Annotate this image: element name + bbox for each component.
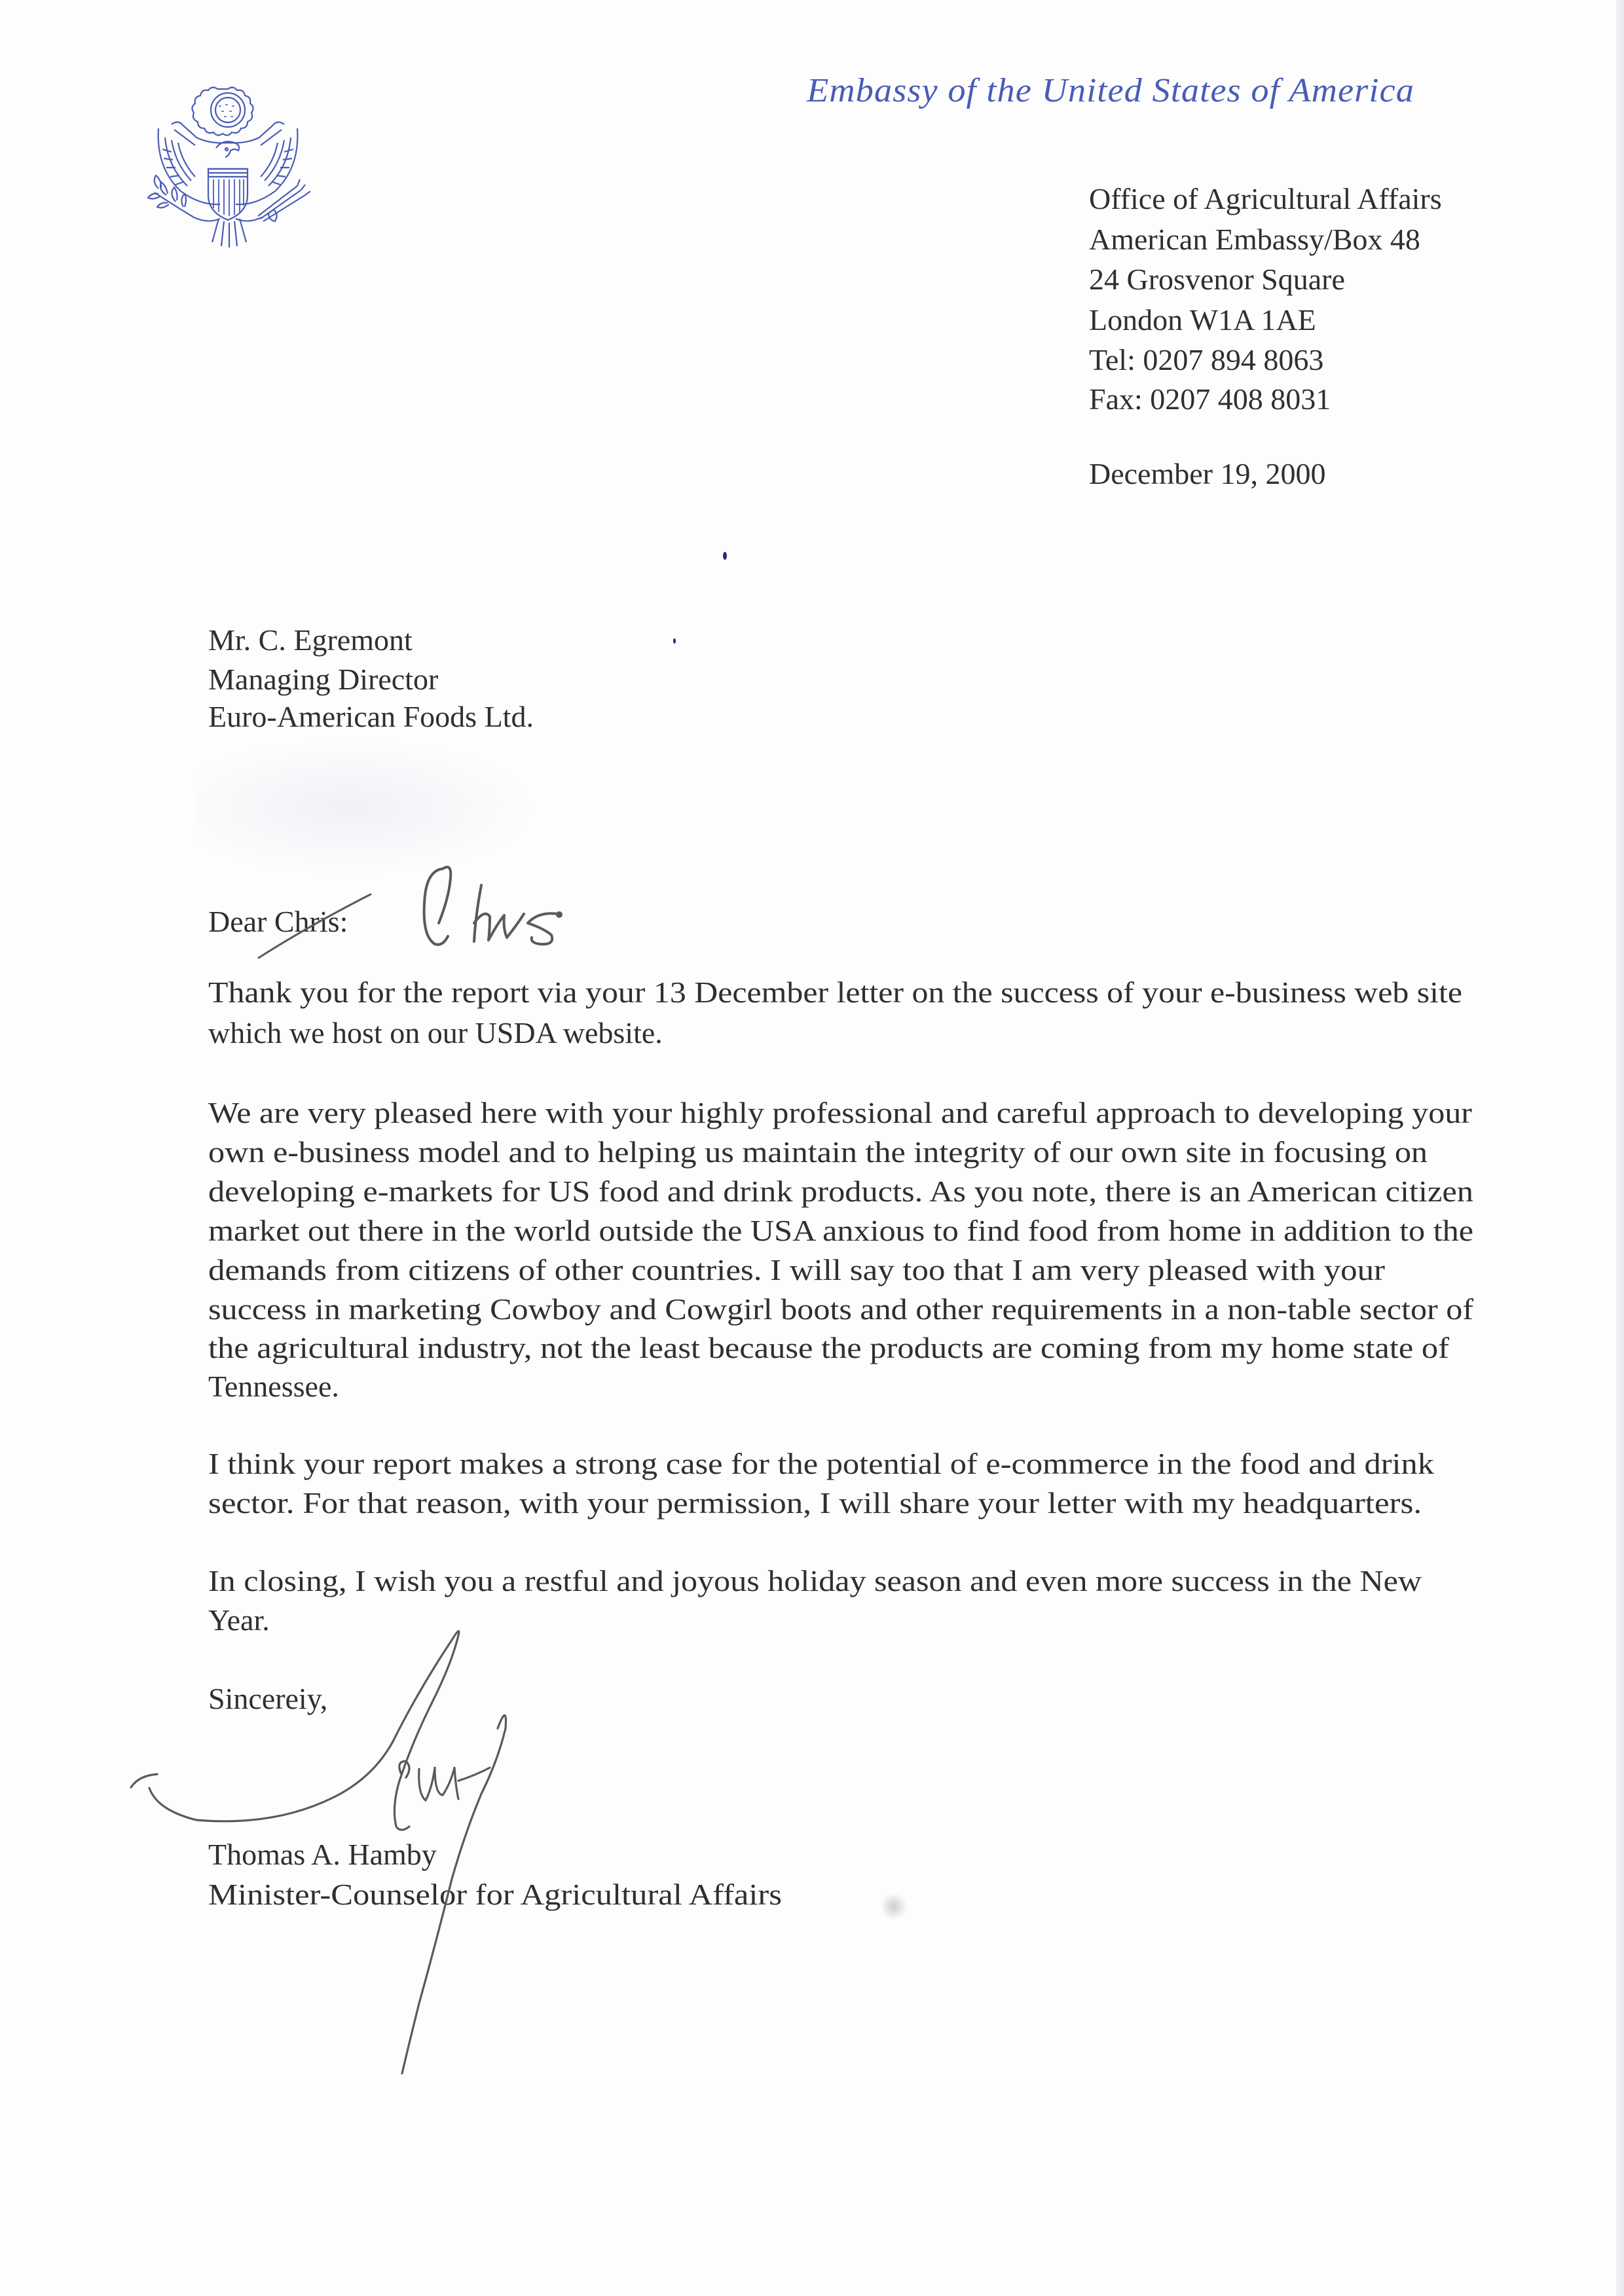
- address-line: Tel: 0207 894 8063: [1089, 343, 1324, 376]
- page-edge-shadow: [1616, 0, 1624, 2296]
- body-line: Tennessee.: [208, 1370, 339, 1403]
- closing: Sincereiy,: [208, 1682, 328, 1715]
- body-line: I think your report makes a strong case for the potential of e-commerce in the food and drink: [208, 1447, 1434, 1480]
- signatory-name: Thomas A. Hamby: [208, 1838, 437, 1871]
- body-line: the agricultural industry, not the least because the products are coming from my home state of: [208, 1331, 1449, 1364]
- struck-name: Chris: [274, 905, 340, 938]
- body-line: demands from citizens of other countries. I will say too that I am very pleased with your: [208, 1253, 1386, 1286]
- salutation-prefix: Dear: [208, 905, 274, 938]
- salutation-suffix: :: [339, 905, 348, 938]
- smudge: [881, 1892, 907, 1921]
- recipient-line: Mr. C. Egremont: [208, 623, 413, 657]
- body-line: Year.: [208, 1603, 270, 1637]
- body-line: developing e-markets for US food and drink products. As you note, there is an American citizen: [208, 1175, 1473, 1208]
- embassy-seal-icon: [145, 77, 310, 249]
- ink-speck: [723, 552, 727, 560]
- body-line: own e-business model and to helping us maintain the integrity of our own site in focusing on: [208, 1135, 1428, 1169]
- recipient-line: Managing Director: [208, 663, 439, 696]
- ink-speck: [673, 638, 676, 644]
- address-line: Office of Agricultural Affairs: [1089, 182, 1442, 215]
- erased-address-area: [196, 738, 537, 876]
- salutation: [208, 907, 348, 937]
- body-line: Thank you for the report via your 13 December letter on the success of your e-business web site: [208, 975, 1463, 1009]
- body-line: market out there in the world outside the USA anxious to find food from home in addition to the: [208, 1214, 1474, 1247]
- handwritten-chris: [424, 867, 561, 944]
- address-line: 24 Grosvenor Square: [1089, 263, 1345, 296]
- recipient-line: Euro-American Foods Ltd.: [208, 700, 534, 733]
- signatory-title: Minister-Counselor for Agricultural Affairs: [208, 1878, 782, 1911]
- body-line: sector. For that reason, with your permission, I will share your letter with my headquarters.: [208, 1486, 1422, 1520]
- body-line: In closing, I wish you a restful and joyous holiday season and even more success in the New: [208, 1564, 1422, 1597]
- body-line: which we host on our USDA website.: [208, 1016, 663, 1049]
- address-line: Fax: 0207 408 8031: [1089, 382, 1331, 416]
- address-line: American Embassy/Box 48: [1089, 223, 1420, 256]
- address-line: London W1A 1AE: [1089, 303, 1316, 337]
- body-line: We are very pleased here with your highly professional and careful approach to developing your: [208, 1096, 1472, 1129]
- letter-date: December 19, 2000: [1089, 457, 1326, 490]
- body-line: success in marketing Cowboy and Cowgirl boots and other requirements in a non-table sector of: [208, 1292, 1474, 1326]
- letterhead-title: Embassy of the United States of America: [807, 72, 1414, 109]
